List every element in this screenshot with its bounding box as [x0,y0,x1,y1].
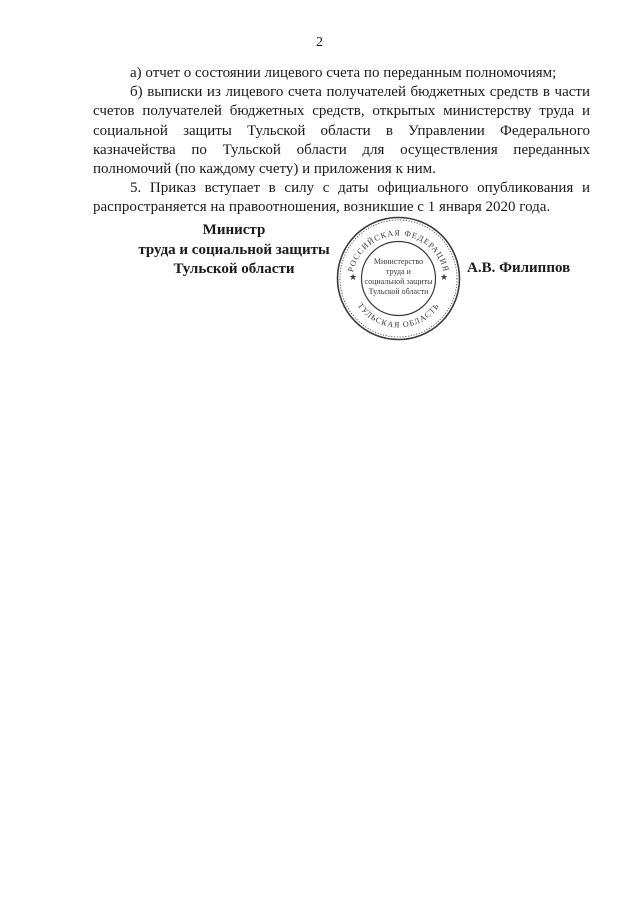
signatory-title-line: труда и социальной защиты [138,241,330,258]
seal-center-line: социальной защиты [364,277,433,286]
paragraph-item-5: 5. Приказ вступает в силу с даты официального опубликования и распространяется на правоотношения, возникшие с 1 января 2020 года. [93,180,590,216]
paragraph-item-b: б) выписки из лицевого счета получателей бюджетных средств в части счетов получателей бюджетных средств, открытых министерству труда и социальной защиты Тульской области в Управлении Федерального казначейства по Тульской области для осуществления переданных полномочий (по каждому счету) и приложения к ним. [93,84,590,178]
signatory-title-line: Министр [202,222,266,238]
signatory-title-line: Тульской области [173,261,295,277]
seal-graphic [336,216,461,341]
signatory-title [122,221,346,280]
signatory-name: А.В. Филиппов [467,260,571,276]
seal-center-line: Тульской области [368,287,429,296]
paragraph-item-a: а) отчет о состоянии лицевого счета по переданным полномочиям; [130,65,557,81]
official-seal [336,216,461,341]
seal-ring-top-text: РОССИЙСКАЯ ФЕДЕРАЦИЯ [346,228,451,274]
document-body [93,64,590,218]
page-number: 2 [316,35,323,50]
seal-center-line: Министерство [373,257,424,266]
seal-center-line: труда и [386,267,411,276]
seal-ring-bottom-text: ТУЛЬСКАЯ ОБЛАСТЬ [355,301,442,330]
svg-text:★: ★ [440,272,449,282]
svg-text:★: ★ [349,272,358,282]
